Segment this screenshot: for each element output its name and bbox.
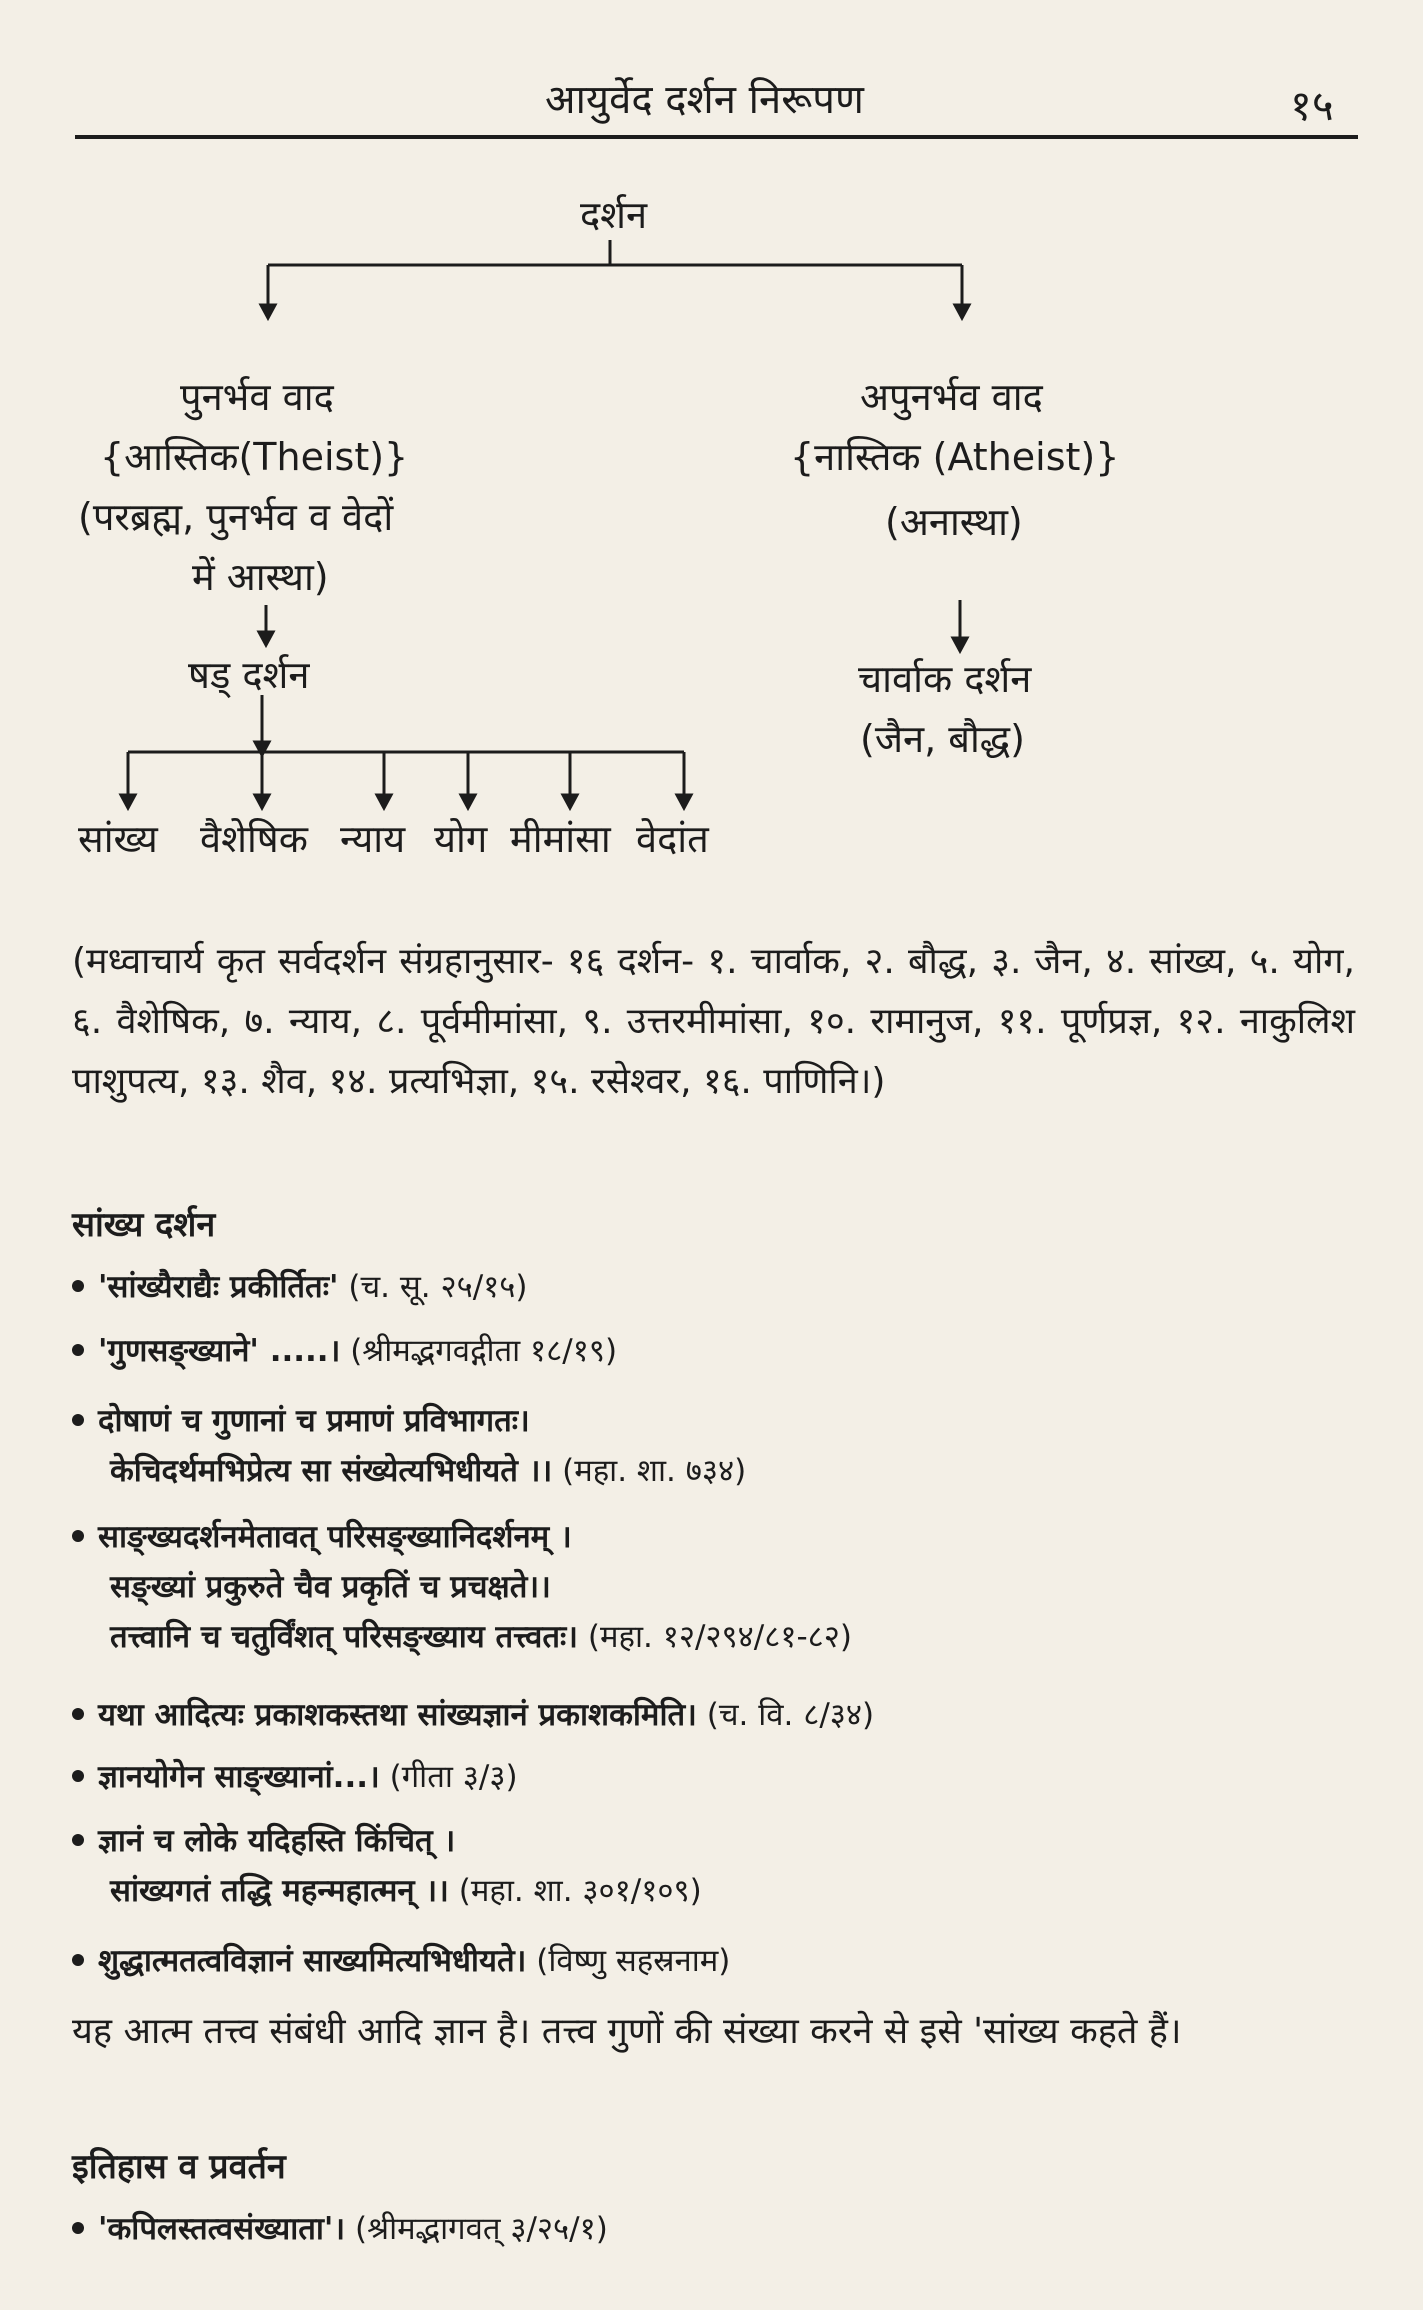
quote-item: यथा आदित्यः प्रकाशकस्तथा सांख्यज्ञानं प्रकाशकमिति। (च. वि. ८/३४) [72, 1690, 874, 1740]
quote-item: शुद्धात्मतत्वविज्ञानं साख्यमित्यभिधीयते। (विष्णु सहस्रनाम) [72, 1936, 730, 1986]
quote-item: 'कपिलस्तत्वसंख्याता'। (श्रीमद्भागवत् ३/२५/१) [72, 2204, 608, 2254]
quote-item: ज्ञानं च लोके यदिहस्ति किंचित् । सांख्यगतं तद्धि महन्महात्मन् ।। (महा. शा. ३०१/१०९) [72, 1816, 702, 1916]
section-heading-sankhya: सांख्य दर्शन [72, 1205, 216, 1245]
left-branch-arrow [261, 305, 275, 318]
bullet-icon [72, 1344, 84, 1356]
bullet-icon [72, 1834, 84, 1846]
bullet-icon [72, 1280, 84, 1292]
right-branch-title: अपुनर्भव वाद [860, 375, 1043, 419]
left-branch-title: पुनर्भव वाद [180, 375, 334, 419]
page-header-title: आयुर्वेद दर्शन निरूपण [545, 77, 864, 123]
leaf-arrow-mimamsa [563, 795, 577, 808]
leaf-mimamsa: मीमांसा [510, 817, 611, 861]
right-branch-arrow [955, 305, 969, 318]
bullet-icon [72, 1708, 84, 1720]
leaf-arrow-sankhya [121, 795, 135, 808]
quote-item: साङ्ख्यदर्शनमेतावत् परिसङ्ख्यानिदर्शनम् । सङ्ख्यां प्रकुरुते चैव प्रकृतिं च प्रचक्षते।। तत्त्वानि च चतुर्विंशत् परिसङ्ख्याय तत्त्वतः। (महा. १२/२९४/८१-८२) [72, 1512, 852, 1662]
page-number: १५ [1290, 81, 1334, 130]
quote-item: 'सांख्यैराद्यैः प्रकीर्तितः' (च. सू. २५/१५) [72, 1262, 528, 1312]
section-heading-history: इतिहास व प्रवर्तन [72, 2147, 286, 2187]
bullet-icon [72, 1770, 84, 1782]
leaf-vaisheshik: वैशेषिक [200, 817, 308, 861]
leaf-arrow-vaisheshik [255, 795, 269, 808]
leaf-sankhya: सांख्य [78, 817, 158, 861]
bullet-icon [72, 1954, 84, 1966]
leaf-nyaya: न्याय [340, 817, 406, 861]
leaf-arrow-vedanta [677, 795, 691, 808]
left-branch-label: {आस्तिक(Theist)} [100, 435, 409, 479]
leaf-arrow-nyaya [377, 795, 391, 808]
right-child-arrow [953, 638, 967, 651]
left-child-node: षड् दर्शन [188, 653, 310, 697]
left-child-arrow [259, 632, 273, 645]
quote-item: दोषाणं च गुणानां च प्रमाणं प्रविभागतः। केचिदर्थमभिप्रेत्य सा संख्येत्यभिधीयते ।। (महा. शा. ७३४) [72, 1396, 746, 1496]
bullet-icon [72, 2222, 84, 2234]
right-branch-desc: (अनास्था) [885, 500, 1023, 544]
bullet-icon [72, 1530, 84, 1542]
right-branch-label: {नास्तिक (Atheist)} [790, 435, 1120, 479]
section1-closing-paragraph: यह आत्म तत्त्व संबंधी आदि ज्ञान है। तत्त्व गुणों की संख्या करने से इसे 'सांख्य कहते हैं। [72, 2011, 1182, 2052]
right-child-desc: (जैन, बौद्ध) [860, 717, 1025, 761]
left-branch-desc-line2: में आस्था) [192, 555, 329, 599]
quote-item: 'गुणसङ्ख्याने' .....। (श्रीमद्भगवद्गीता १८/१९) [72, 1326, 617, 1376]
quote-item: ज्ञानयोगेन साङ्ख्यानां...। (गीता ३/३) [72, 1752, 518, 1802]
leaf-yoga: योग [434, 817, 488, 861]
diagram-root-node: दर्शन [580, 193, 648, 237]
bullet-icon [72, 1414, 84, 1426]
leaf-arrow-yoga [461, 795, 475, 808]
left-branch-desc-line1: (परब्रह्म, पुनर्भव व वेदों [78, 495, 394, 539]
right-child-node: चार्वाक दर्शन [858, 657, 1032, 701]
leaf-vedanta: वेदांत [636, 817, 709, 861]
intro-paragraph: (मध्वाचार्य कृत सर्वदर्शन संग्रहानुसार- १६ दर्शन- १. चार्वाक, २. बौद्ध, ३. जैन, ४. सांख्य, ५. योग, ६. वैशेषिक, ७. न्याय, ८. पूर्वमीमांसा, ९. उत्तरमीमांसा, १०. रामानुज, ११. पूर्णप्रज्ञ, १२. नाकुलिश पाशुपत्य, १३. शैव, १४. प्रत्यभिज्ञा, १५. रसेश्वर, १६. पाणिनि।) [72, 941, 1355, 1102]
